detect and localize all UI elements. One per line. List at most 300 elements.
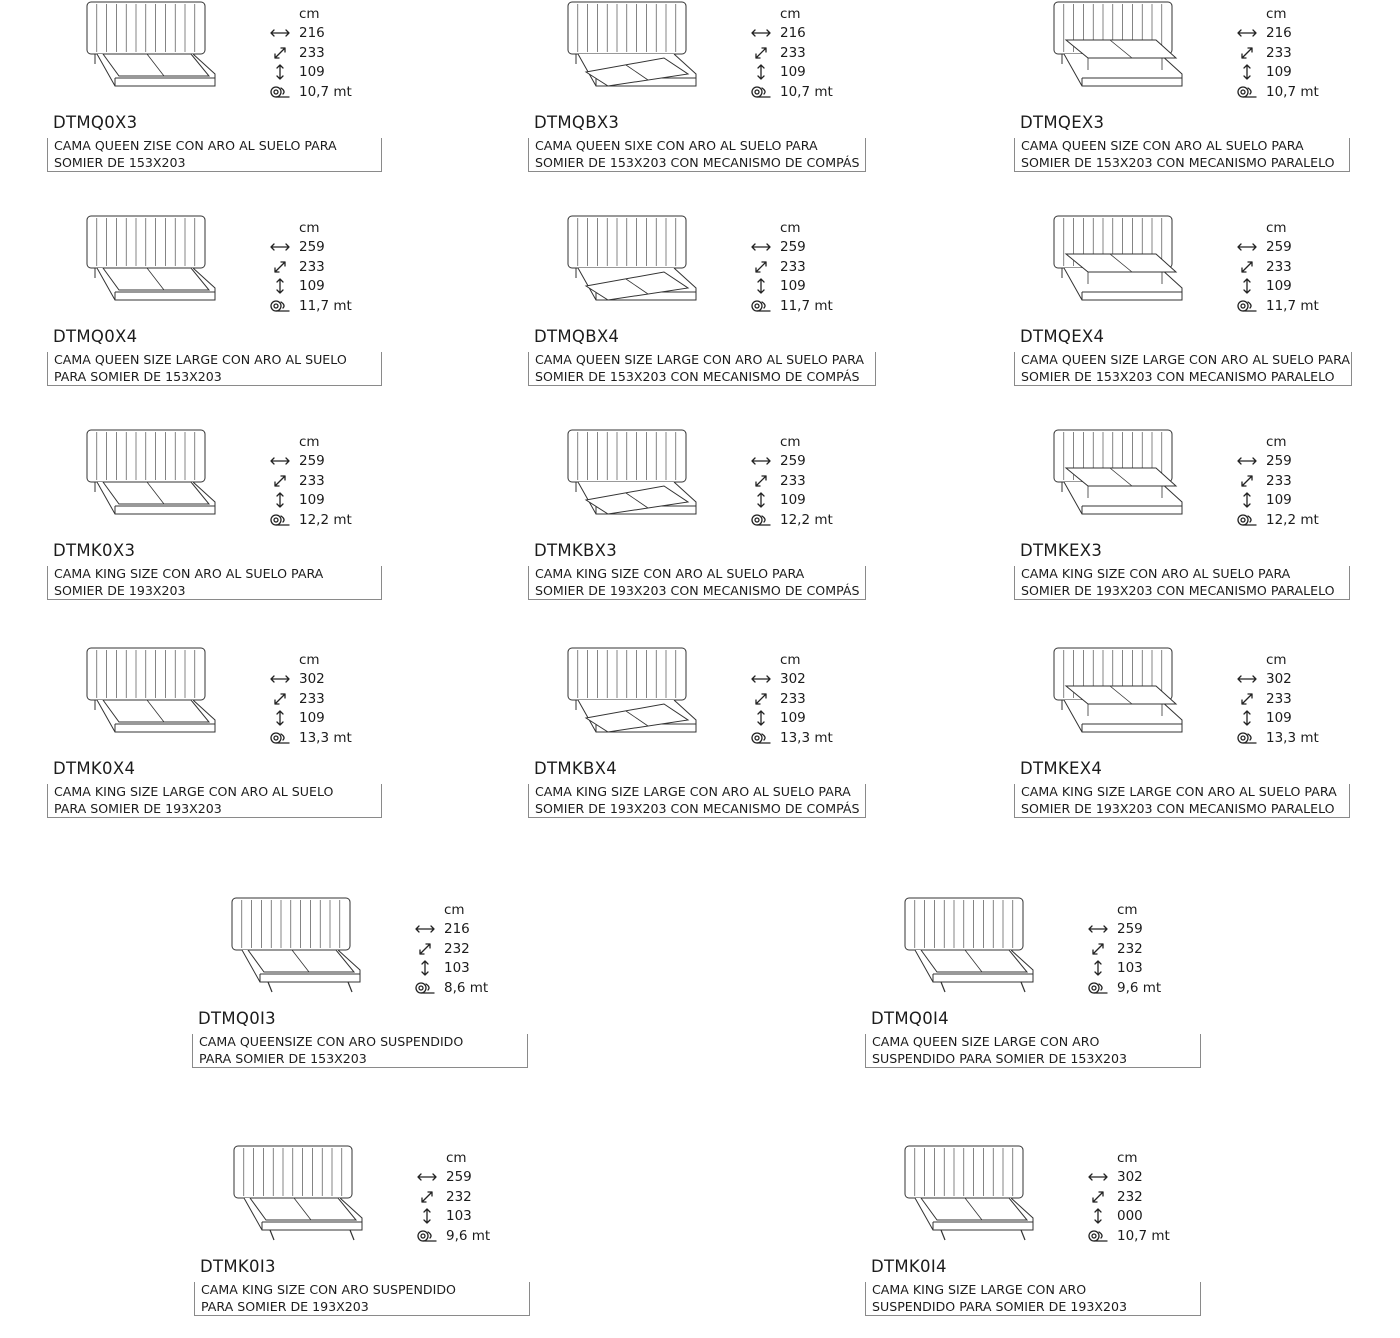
units-label: cm: [780, 5, 801, 22]
dimension-depth-value: 233: [299, 258, 325, 275]
dimension-depth-value: 232: [1117, 1188, 1143, 1205]
dimension-depth: [269, 471, 379, 491]
horizontal-double-arrow-icon: [750, 238, 776, 256]
dimension-width: [750, 238, 860, 258]
description-line-1: CAMA KING SIZE LARGE CON ARO AL SUELO PARA: [535, 784, 851, 799]
dimension-depth-value: 233: [780, 44, 806, 61]
vertical-double-arrow-icon: [750, 491, 776, 509]
vertical-double-arrow-icon: [414, 959, 440, 977]
dimensions-list: [1236, 218, 1346, 316]
dimension-depth: [750, 257, 860, 277]
dimension-width-value: 259: [1266, 239, 1292, 256]
dimension-fabric-value: 12,2 mt: [299, 511, 352, 528]
dimension-width: [1087, 1168, 1197, 1188]
units-label: cm: [1117, 1149, 1138, 1166]
horizontal-double-arrow-icon: [750, 452, 776, 470]
product-card: [47, 646, 387, 826]
description-line-1: CAMA QUEEN ZISE CON ARO AL SUELO PARA: [54, 138, 337, 153]
dimensions-list: [1236, 650, 1346, 748]
dimension-fabric-value: 11,7 mt: [299, 297, 352, 314]
dimension-width: [269, 238, 379, 258]
product-code: DTMQ0I3: [198, 1009, 276, 1028]
dimension-height: [269, 63, 379, 83]
vertical-double-arrow-icon: [750, 63, 776, 81]
dimension-height-value: 109: [299, 64, 325, 81]
horizontal-double-arrow-icon: [1087, 920, 1113, 938]
dimension-width: [269, 670, 379, 690]
vertical-double-arrow-icon: [1236, 709, 1262, 727]
dimension-height: [269, 277, 379, 297]
fabric-roll-icon: [414, 979, 440, 997]
dimension-height-value: 109: [299, 492, 325, 509]
horizontal-double-arrow-icon: [269, 24, 295, 42]
product-card: [47, 428, 387, 608]
vertical-double-arrow-icon: [416, 1207, 442, 1225]
dimension-height-value: 109: [780, 492, 806, 509]
diagonal-double-arrow-icon: [1236, 690, 1262, 708]
bed-drawing-floor: [75, 214, 225, 314]
units-label: cm: [780, 219, 801, 236]
description-line-2: PARA SOMIER DE 153X203: [54, 368, 222, 384]
dimension-depth-value: 233: [1266, 472, 1292, 489]
horizontal-double-arrow-icon: [269, 670, 295, 688]
description-line-2: PARA SOMIER DE 193X203: [54, 800, 222, 816]
dimension-depth-value: 233: [299, 44, 325, 61]
dimension-height-value: 109: [780, 710, 806, 727]
product-description: [865, 1282, 1201, 1316]
dimension-fabric: [750, 728, 860, 748]
units-label: cm: [299, 5, 320, 22]
dimensions-list: [1087, 900, 1197, 998]
horizontal-double-arrow-icon: [1236, 238, 1262, 256]
dimension-height-value: 103: [1117, 960, 1143, 977]
dimension-height: [1236, 63, 1346, 83]
diagonal-double-arrow-icon: [750, 472, 776, 490]
product-card: [528, 646, 868, 826]
product-code: DTMQBX3: [534, 113, 620, 132]
fabric-roll-icon: [1087, 979, 1113, 997]
units-label: cm: [1117, 901, 1138, 918]
description-line-2: SOMIER DE 193X203: [54, 582, 186, 598]
dimension-height: [1236, 277, 1346, 297]
dimension-height-value: 109: [1266, 64, 1292, 81]
product-card: [865, 896, 1205, 1076]
description-line-2: SOMIER DE 153X203 CON MECANISMO DE COMPÁS: [535, 154, 860, 170]
dimension-depth: [750, 43, 860, 63]
dimension-height: [269, 709, 379, 729]
bed-drawing-suspended: [222, 1144, 372, 1244]
diagonal-double-arrow-icon: [269, 690, 295, 708]
dimension-width: [1236, 670, 1346, 690]
dimension-fabric-value: 10,7 mt: [299, 83, 352, 100]
description-line-1: CAMA QUEEN SIZE CON ARO AL SUELO PARA: [1021, 138, 1304, 153]
dimension-fabric-value: 12,2 mt: [1266, 511, 1319, 528]
diagonal-double-arrow-icon: [1236, 258, 1262, 276]
dimension-width-value: 259: [446, 1169, 472, 1186]
dimension-depth-value: 233: [780, 690, 806, 707]
dimension-width-value: 302: [1117, 1169, 1143, 1186]
dimension-fabric-value: 9,6 mt: [446, 1227, 491, 1244]
dimension-fabric: [269, 82, 379, 102]
units-label: cm: [1266, 651, 1287, 668]
description-line-1: CAMA QUEEN SIZE LARGE CON ARO AL SUELO: [54, 352, 347, 367]
dimension-width-value: 259: [780, 239, 806, 256]
dimension-width: [269, 452, 379, 472]
dimension-fabric-value: 12,2 mt: [780, 511, 833, 528]
dimension-height: [750, 63, 860, 83]
vertical-double-arrow-icon: [1087, 959, 1113, 977]
dimensions-list: [1087, 1148, 1197, 1246]
dimension-height: [269, 491, 379, 511]
description-line-2: SOMIER DE 153X203: [54, 154, 186, 170]
dimension-fabric: [750, 510, 860, 530]
fabric-roll-icon: [750, 297, 776, 315]
dimension-depth-value: 233: [1266, 690, 1292, 707]
fabric-roll-icon: [269, 511, 295, 529]
dimension-depth: [1236, 43, 1346, 63]
bed-drawing-floor: [75, 428, 225, 528]
product-card: [1014, 214, 1354, 394]
description-line-1: CAMA KING SIZE CON ARO SUSPENDIDO: [201, 1282, 456, 1297]
dimension-height: [750, 277, 860, 297]
dimension-width-value: 259: [299, 239, 325, 256]
bed-drawing-suspended: [893, 896, 1043, 996]
dimension-fabric: [1087, 1226, 1197, 1246]
dimension-fabric: [414, 978, 524, 998]
description-line-1: CAMA QUEEN SIXE CON ARO AL SUELO PARA: [535, 138, 818, 153]
product-description: [528, 352, 876, 386]
vertical-double-arrow-icon: [269, 491, 295, 509]
horizontal-double-arrow-icon: [1087, 1168, 1113, 1186]
diagonal-double-arrow-icon: [750, 690, 776, 708]
dimension-fabric: [1236, 296, 1346, 316]
product-description: [528, 566, 866, 600]
dimension-width-value: 259: [299, 453, 325, 470]
dimensions-list: [414, 900, 524, 998]
dimension-depth: [1236, 689, 1346, 709]
bed-drawing-floor: [75, 0, 225, 100]
dimension-height: [1087, 1207, 1197, 1227]
dimension-fabric-value: 9,6 mt: [1117, 979, 1162, 996]
vertical-double-arrow-icon: [1236, 63, 1262, 81]
product-description: [1014, 566, 1350, 600]
description-line-1: CAMA KING SIZE LARGE CON ARO: [872, 1282, 1087, 1297]
dimension-depth: [1087, 1187, 1197, 1207]
bed-drawing-compass: [556, 214, 706, 314]
dimension-depth: [1087, 939, 1197, 959]
diagonal-double-arrow-icon: [269, 258, 295, 276]
dimension-fabric-value: 11,7 mt: [1266, 297, 1319, 314]
product-description: [47, 784, 382, 818]
product-code: DTMKBX4: [534, 759, 618, 778]
dimension-height: [1236, 491, 1346, 511]
dimension-width-value: 259: [780, 453, 806, 470]
description-line-2: SOMIER DE 193X203 CON MECANISMO DE COMPÁS: [535, 800, 860, 816]
product-description: [47, 352, 382, 386]
description-line-1: CAMA KING SIZE CON ARO AL SUELO PARA: [54, 566, 324, 581]
dimension-height: [414, 959, 524, 979]
product-card: [528, 0, 868, 180]
bed-drawing-parallel: [1042, 646, 1192, 746]
vertical-double-arrow-icon: [1236, 491, 1262, 509]
dimension-depth: [269, 257, 379, 277]
product-description: [1014, 352, 1352, 386]
dimension-width: [269, 24, 379, 44]
product-card: [192, 896, 532, 1076]
horizontal-double-arrow-icon: [269, 238, 295, 256]
fabric-roll-icon: [750, 83, 776, 101]
product-description: [528, 784, 866, 818]
units-label: cm: [444, 901, 465, 918]
description-line-2: SUSPENDIDO PARA SOMIER DE 153X203: [872, 1050, 1128, 1066]
diagonal-double-arrow-icon: [269, 44, 295, 62]
bed-drawing-compass: [556, 0, 706, 100]
product-card: [528, 428, 868, 608]
fabric-roll-icon: [1236, 729, 1262, 747]
dimension-depth: [414, 939, 524, 959]
description-line-2: SOMIER DE 193X203 CON MECANISMO DE COMPÁS: [535, 582, 860, 598]
description-line-2: SOMIER DE 193X203 CON MECANISMO PARALELO: [1021, 800, 1335, 816]
product-description: [1014, 138, 1350, 172]
dimension-fabric-value: 13,3 mt: [299, 729, 352, 746]
dimension-depth-value: 233: [780, 472, 806, 489]
dimension-depth-value: 232: [446, 1188, 472, 1205]
vertical-double-arrow-icon: [1087, 1207, 1113, 1225]
dimensions-list: [269, 218, 379, 316]
dimension-fabric: [750, 82, 860, 102]
units-label: cm: [780, 433, 801, 450]
horizontal-double-arrow-icon: [269, 452, 295, 470]
dimension-height-value: 109: [299, 710, 325, 727]
product-code: DTMKBX3: [534, 541, 618, 560]
vertical-double-arrow-icon: [269, 709, 295, 727]
bed-drawing-parallel: [1042, 428, 1192, 528]
diagonal-double-arrow-icon: [1236, 472, 1262, 490]
dimension-width: [750, 452, 860, 472]
product-description: [1014, 784, 1350, 818]
dimension-depth: [1236, 471, 1346, 491]
dimension-depth: [750, 689, 860, 709]
product-code: DTMQBX4: [534, 327, 620, 346]
product-card: [1014, 646, 1354, 826]
dimension-height: [750, 491, 860, 511]
dimension-width: [416, 1168, 526, 1188]
product-card: [1014, 428, 1354, 608]
diagonal-double-arrow-icon: [1087, 1188, 1113, 1206]
product-card: [1014, 0, 1354, 180]
dimension-depth: [750, 471, 860, 491]
dimension-width-value: 216: [1266, 25, 1292, 42]
diagonal-double-arrow-icon: [414, 940, 440, 958]
description-line-1: CAMA QUEEN SIZE LARGE CON ARO AL SUELO PARA: [535, 352, 865, 367]
diagonal-double-arrow-icon: [750, 44, 776, 62]
dimensions-list: [1236, 4, 1346, 102]
product-description: [528, 138, 866, 172]
dimension-width: [414, 920, 524, 940]
vertical-double-arrow-icon: [1236, 277, 1262, 295]
dimension-width-value: 216: [299, 25, 325, 42]
dimension-fabric-value: 10,7 mt: [780, 83, 833, 100]
dimension-width-value: 302: [299, 671, 325, 688]
dimensions-list: [269, 650, 379, 748]
dimension-depth: [269, 43, 379, 63]
description-line-2: SUSPENDIDO PARA SOMIER DE 193X203: [872, 1298, 1128, 1314]
diagonal-double-arrow-icon: [1236, 44, 1262, 62]
dimension-depth-value: 233: [1266, 44, 1292, 61]
description-line-1: CAMA KING SIZE LARGE CON ARO AL SUELO: [54, 784, 334, 799]
bed-drawing-compass: [556, 428, 706, 528]
product-code: DTMQ0X4: [53, 327, 138, 346]
fabric-roll-icon: [750, 511, 776, 529]
dimension-fabric: [269, 728, 379, 748]
description-line-1: CAMA KING SIZE CON ARO AL SUELO PARA: [535, 566, 805, 581]
product-description: [865, 1034, 1201, 1068]
description-line-2: PARA SOMIER DE 153X203: [199, 1050, 367, 1066]
product-description: [194, 1282, 530, 1316]
units-label: cm: [446, 1149, 467, 1166]
vertical-double-arrow-icon: [750, 277, 776, 295]
dimension-fabric-value: 13,3 mt: [780, 729, 833, 746]
dimension-fabric-value: 11,7 mt: [780, 297, 833, 314]
dimension-height-value: 109: [299, 278, 325, 295]
horizontal-double-arrow-icon: [750, 24, 776, 42]
fabric-roll-icon: [1236, 511, 1262, 529]
product-description: [47, 566, 382, 600]
diagonal-double-arrow-icon: [750, 258, 776, 276]
dimension-width-value: 259: [1117, 921, 1143, 938]
diagonal-double-arrow-icon: [269, 472, 295, 490]
description-line-2: SOMIER DE 153X203 CON MECANISMO PARALELO: [1021, 154, 1335, 170]
units-label: cm: [780, 651, 801, 668]
dimension-fabric: [269, 296, 379, 316]
vertical-double-arrow-icon: [269, 277, 295, 295]
dimension-depth-value: 233: [780, 258, 806, 275]
product-code: DTMK0I3: [200, 1257, 276, 1276]
dimension-fabric: [1087, 978, 1197, 998]
horizontal-double-arrow-icon: [1236, 452, 1262, 470]
fabric-roll-icon: [269, 729, 295, 747]
dimension-depth-value: 232: [444, 940, 470, 957]
dimension-width: [1236, 238, 1346, 258]
dimensions-list: [750, 218, 860, 316]
dimensions-list: [750, 432, 860, 530]
bed-drawing-floor: [75, 646, 225, 746]
dimensions-list: [750, 650, 860, 748]
dimension-width: [1087, 920, 1197, 940]
units-label: cm: [1266, 5, 1287, 22]
dimensions-list: [269, 432, 379, 530]
dimension-depth-value: 233: [1266, 258, 1292, 275]
product-code: DTMKEX4: [1020, 759, 1103, 778]
units-label: cm: [1266, 219, 1287, 236]
dimension-height-value: 103: [444, 960, 470, 977]
product-card: [47, 0, 387, 180]
fabric-roll-icon: [416, 1227, 442, 1245]
fabric-roll-icon: [269, 297, 295, 315]
dimension-width-value: 259: [1266, 453, 1292, 470]
description-line-1: CAMA QUEEN SIZE LARGE CON ARO AL SUELO PARA: [1021, 352, 1351, 367]
product-card: [528, 214, 868, 394]
product-code: DTMK0X3: [53, 541, 136, 560]
description-line-2: SOMIER DE 153X203 CON MECANISMO DE COMPÁS: [535, 368, 860, 384]
vertical-double-arrow-icon: [750, 709, 776, 727]
dimensions-list: [750, 4, 860, 102]
product-card: [865, 1144, 1205, 1324]
dimension-height-value: 109: [780, 64, 806, 81]
product-code: DTMKEX3: [1020, 541, 1103, 560]
dimension-fabric: [416, 1226, 526, 1246]
description-line-2: SOMIER DE 153X203 CON MECANISMO PARALELO: [1021, 368, 1335, 384]
product-code: DTMK0I4: [871, 1257, 947, 1276]
dimension-fabric: [1236, 82, 1346, 102]
units-label: cm: [299, 651, 320, 668]
horizontal-double-arrow-icon: [416, 1168, 442, 1186]
fabric-roll-icon: [1087, 1227, 1113, 1245]
diagonal-double-arrow-icon: [1087, 940, 1113, 958]
horizontal-double-arrow-icon: [1236, 24, 1262, 42]
horizontal-double-arrow-icon: [750, 670, 776, 688]
dimension-depth: [1236, 257, 1346, 277]
dimension-fabric: [1236, 728, 1346, 748]
dimension-height: [1087, 959, 1197, 979]
dimension-width-value: 216: [444, 921, 470, 938]
dimension-height-value: 109: [1266, 278, 1292, 295]
description-line-1: CAMA KING SIZE CON ARO AL SUELO PARA: [1021, 566, 1291, 581]
dimension-width-value: 302: [780, 671, 806, 688]
bed-drawing-suspended: [893, 1144, 1043, 1244]
dimension-depth: [269, 689, 379, 709]
product-code: DTMK0X4: [53, 759, 136, 778]
product-card: [194, 1144, 534, 1324]
diagonal-double-arrow-icon: [416, 1188, 442, 1206]
units-label: cm: [1266, 433, 1287, 450]
dimension-width: [1236, 24, 1346, 44]
fabric-roll-icon: [269, 83, 295, 101]
description-line-2: PARA SOMIER DE 193X203: [201, 1298, 369, 1314]
product-code: DTMQEX3: [1020, 113, 1105, 132]
fabric-roll-icon: [750, 729, 776, 747]
dimension-depth-value: 232: [1117, 940, 1143, 957]
dimension-width-value: 216: [780, 25, 806, 42]
dimension-height-value: 109: [780, 278, 806, 295]
dimension-height: [750, 709, 860, 729]
dimensions-list: [416, 1148, 526, 1246]
dimension-height: [1236, 709, 1346, 729]
dimension-depth-value: 233: [299, 472, 325, 489]
product-description: [192, 1034, 528, 1068]
fabric-roll-icon: [1236, 297, 1262, 315]
description-line-1: CAMA KING SIZE LARGE CON ARO AL SUELO PARA: [1021, 784, 1337, 799]
dimension-fabric-value: 10,7 mt: [1266, 83, 1319, 100]
units-label: cm: [299, 433, 320, 450]
dimension-fabric-value: 8,6 mt: [444, 979, 489, 996]
dimensions-list: [1236, 432, 1346, 530]
vertical-double-arrow-icon: [269, 63, 295, 81]
horizontal-double-arrow-icon: [414, 920, 440, 938]
dimension-fabric-value: 10,7 mt: [1117, 1227, 1170, 1244]
dimension-depth-value: 233: [299, 690, 325, 707]
dimension-fabric: [1236, 510, 1346, 530]
description-line-2: SOMIER DE 193X203 CON MECANISMO PARALELO: [1021, 582, 1335, 598]
product-description: [47, 138, 382, 172]
bed-drawing-suspended: [220, 896, 370, 996]
dimension-height-value: 109: [1266, 492, 1292, 509]
dimension-height-value: 000: [1117, 1208, 1143, 1225]
description-line-1: CAMA QUEEN SIZE LARGE CON ARO: [872, 1034, 1100, 1049]
product-code: DTMQ0I4: [871, 1009, 949, 1028]
dimension-depth: [416, 1187, 526, 1207]
dimension-width: [1236, 452, 1346, 472]
